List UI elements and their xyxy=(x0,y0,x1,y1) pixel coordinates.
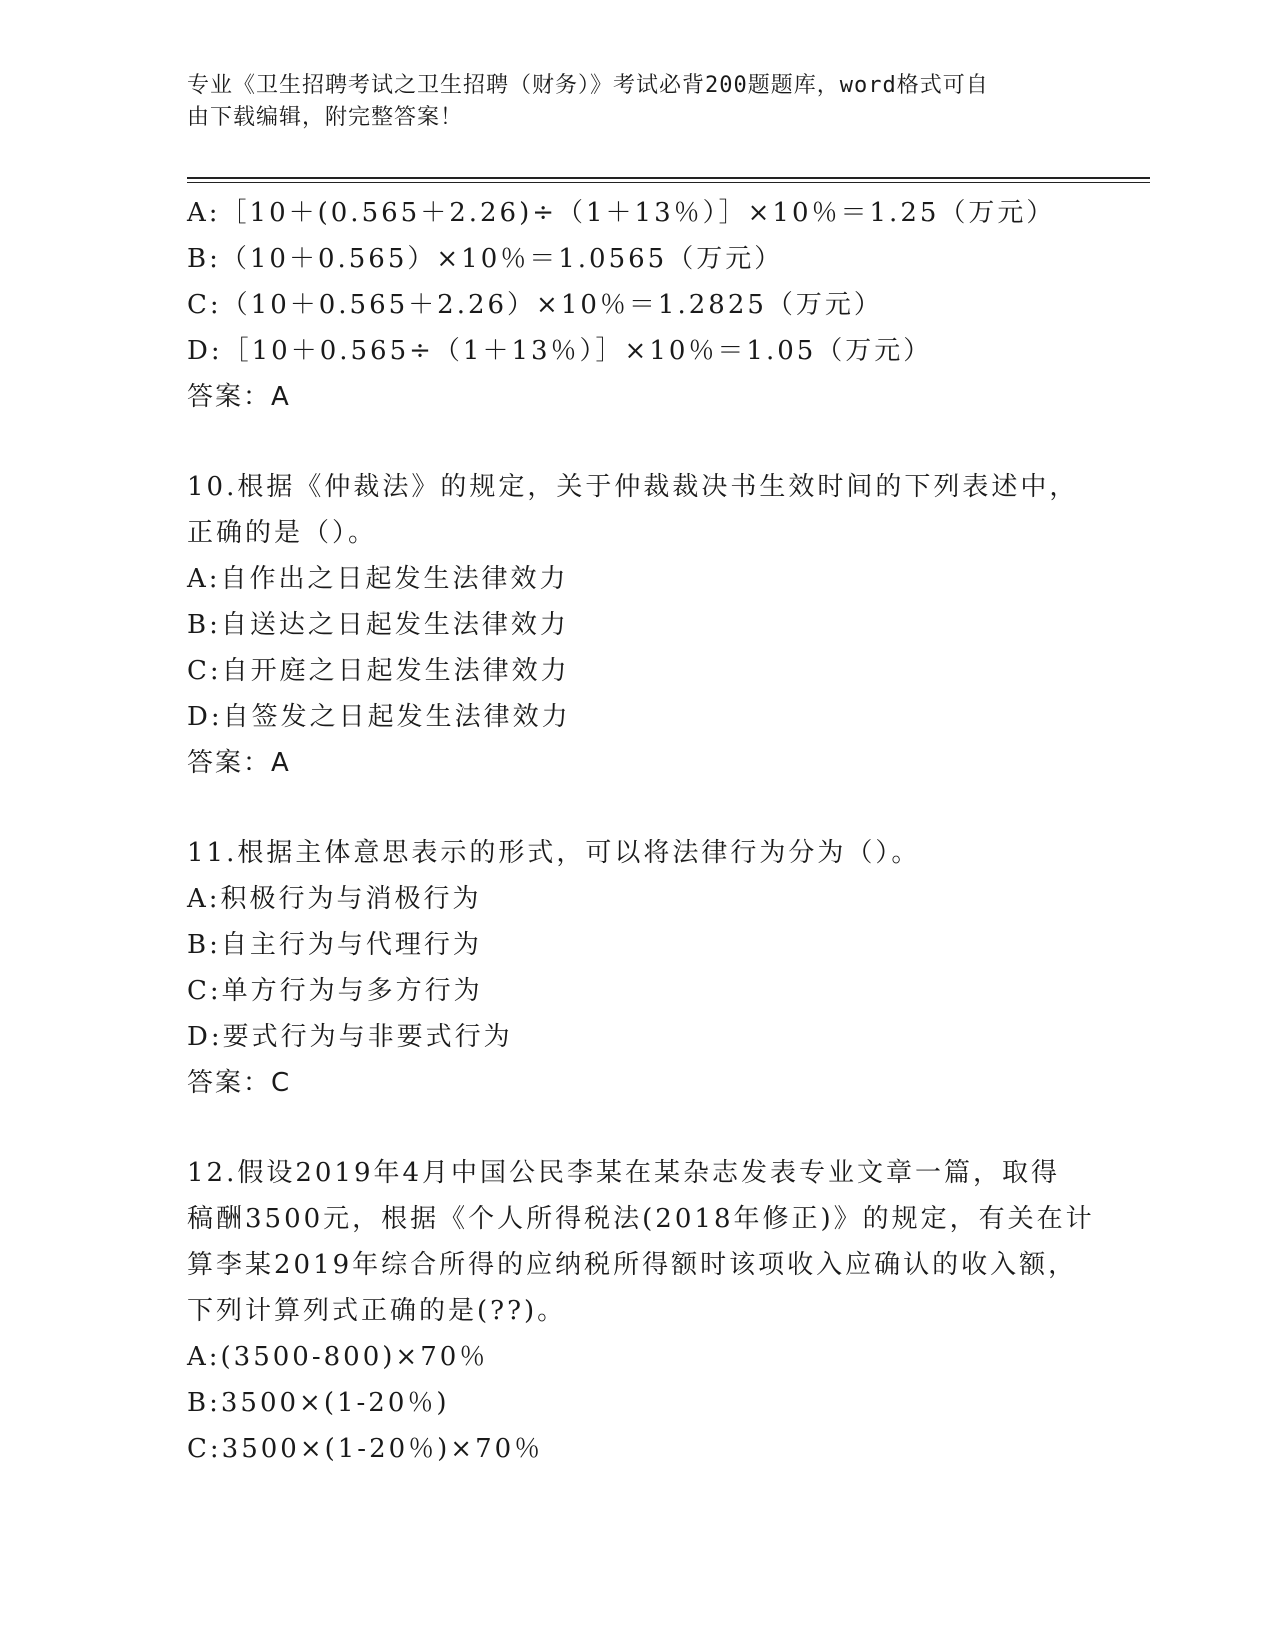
option-c: C:（10＋0.565＋2.26）×10％＝1.2825（万元） xyxy=(187,290,883,320)
option-d: D:自签发之日起发生法律效力 xyxy=(187,702,571,732)
option-b: B:（10＋0.565）×10％＝1.0565（万元） xyxy=(187,244,784,274)
option-c: C:3500×(1-20％)×70％ xyxy=(187,1434,544,1464)
question-stem: 下列计算列式正确的是(??)。 xyxy=(187,1296,567,1326)
question-9-continued xyxy=(187,190,1087,420)
question-11 xyxy=(187,830,1087,1106)
question-12 xyxy=(187,1150,1095,1472)
answer: 答案：A xyxy=(187,748,291,778)
question-list xyxy=(187,190,1095,1472)
header-divider-thick xyxy=(187,177,1150,179)
question-stem: 稿酬3500元，根据《个人所得税法(2018年修正)》的规定，有关在计 xyxy=(187,1204,1095,1234)
option-a: A:积极行为与消极行为 xyxy=(187,884,482,914)
option-a: A:自作出之日起发生法律效力 xyxy=(187,564,569,594)
question-stem: 正确的是（）。 xyxy=(187,518,378,548)
question-stem: 12.假设2019年4月中国公民李某在某杂志发表专业文章一篇，取得 xyxy=(187,1158,1061,1188)
option-b: B:自送达之日起发生法律效力 xyxy=(187,610,569,640)
option-c: C:单方行为与多方行为 xyxy=(187,976,483,1006)
option-b: B:自主行为与代理行为 xyxy=(187,930,482,960)
header-divider-thin xyxy=(187,182,1150,183)
option-d: D:［10＋0.565÷（1＋13％）］×10％＝1.05（万元） xyxy=(187,336,933,366)
option-a: A:［10＋(0.565＋2.26)÷（1＋13％）］×10％＝1.25（万元） xyxy=(187,198,1056,228)
question-stem: 算李某2019年综合所得的应纳税所得额时该项收入应确认的收入额， xyxy=(187,1250,1078,1280)
answer: 答案：C xyxy=(187,1068,292,1098)
option-a: A:(3500-800)×70％ xyxy=(187,1342,489,1372)
question-10 xyxy=(187,464,1087,786)
header-line-2: 由下载编辑，附完整答案！ xyxy=(187,105,464,130)
option-b: B:3500×(1-20％) xyxy=(187,1388,450,1418)
answer: 答案：A xyxy=(187,382,291,412)
option-d: D:要式行为与非要式行为 xyxy=(187,1022,513,1052)
question-stem: 10.根据《仲裁法》的规定，关于仲裁裁决书生效时间的下列表述中， xyxy=(187,472,1079,502)
document-header xyxy=(187,70,1067,134)
header-line-1: 专业《卫生招聘考试之卫生招聘（财务）》考试必背200题题库，word格式可自 xyxy=(187,73,989,98)
question-stem: 11.根据主体意思表示的形式，可以将法律行为分为（）。 xyxy=(187,838,921,868)
option-c: C:自开庭之日起发生法律效力 xyxy=(187,656,570,686)
